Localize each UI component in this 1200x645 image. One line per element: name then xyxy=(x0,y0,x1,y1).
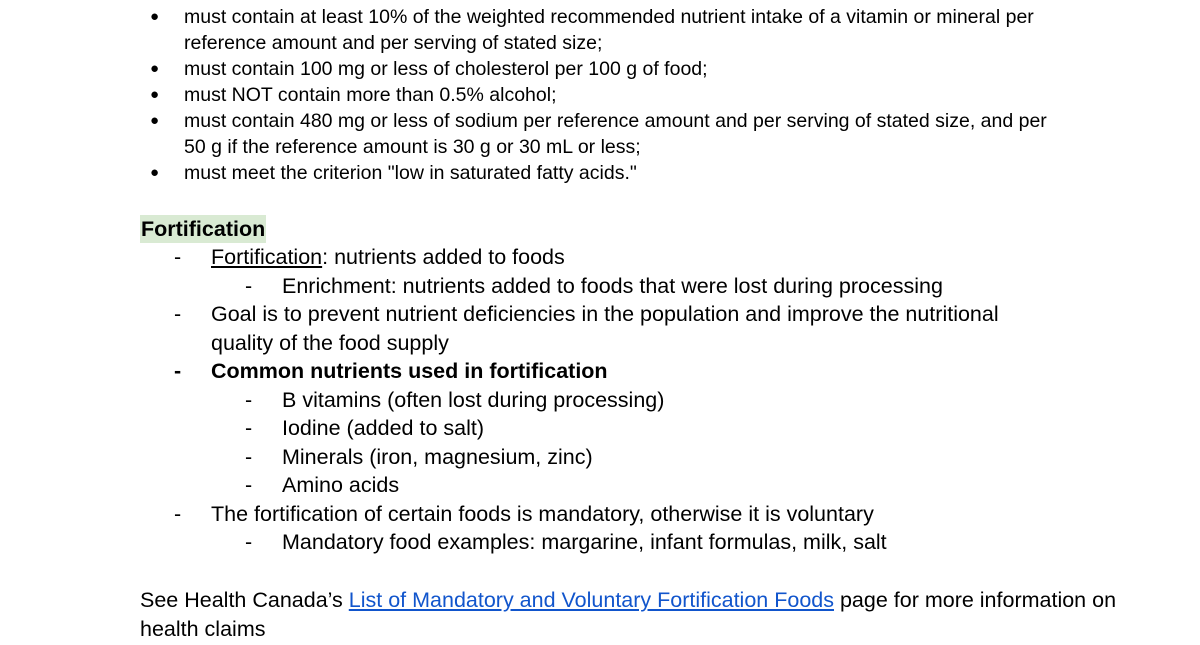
bullet-marker: ● xyxy=(150,60,160,77)
fortification-foods-link[interactable]: List of Mandatory and Voluntary Fortification Foods xyxy=(348,588,834,612)
definition-term: Fortification xyxy=(211,245,323,269)
list-item-mandatory-examples xyxy=(0,528,1082,557)
list-item-text: Iodine (added to salt) xyxy=(282,416,484,440)
list-item-text: must contain at least 10% of the weighted recommended nutrient intake of a vitamin or mineral per reference amount and per serving of stated size; xyxy=(184,6,1034,54)
dash-marker: - xyxy=(245,416,253,440)
list-item-goal xyxy=(0,300,1011,357)
list-item-mandatory-note xyxy=(0,500,1011,529)
list-item-text: Enrichment: nutrients added to foods that were lost during processing xyxy=(282,273,943,298)
list-item xyxy=(0,160,1064,186)
bullet-marker: ● xyxy=(150,164,160,181)
list-item-text: must meet the criterion "low in saturated fatty acids." xyxy=(184,162,637,184)
criteria-bullet-list xyxy=(0,4,1200,186)
dash-marker: - xyxy=(174,359,182,383)
list-item-nutrient xyxy=(0,414,1082,443)
list-item-text: must contain 480 mg or less of sodium per reference amount and per serving of stated size, and per 50 g if the reference amount is 30 g or 30 mL or less; xyxy=(184,110,1047,158)
list-item-common-heading xyxy=(0,357,1011,386)
list-item xyxy=(0,108,1064,160)
list-item-nutrient xyxy=(0,386,1082,415)
list-item-definition xyxy=(0,243,1011,272)
dash-marker: - xyxy=(245,473,253,497)
list-item-nutrient xyxy=(0,443,1082,472)
dash-marker: - xyxy=(245,387,253,412)
dash-marker: - xyxy=(174,245,182,269)
bullet-marker: ● xyxy=(150,86,160,103)
definition-text: : nutrients added to foods xyxy=(322,245,565,269)
dash-marker: - xyxy=(245,273,253,298)
list-item-text: must NOT contain more than 0.5% alcohol; xyxy=(184,84,557,106)
list-item-text: Minerals (iron, magnesium, zinc) xyxy=(282,444,593,469)
footer-prefix-text: See Health Canada’s xyxy=(140,588,349,612)
fortification-list xyxy=(0,243,1200,557)
list-item xyxy=(0,82,1064,108)
section-heading-fortification: Fortification xyxy=(141,217,266,241)
list-item-text: The fortification of certain foods is mandatory, otherwise it is voluntary xyxy=(211,501,874,526)
list-item-text: must contain 100 mg or less of cholesterol per 100 g of food; xyxy=(184,58,708,80)
list-item xyxy=(0,4,1064,56)
dash-marker: - xyxy=(174,501,182,526)
list-item-text: Common nutrients used in fortification xyxy=(211,359,608,383)
list-item xyxy=(0,56,1064,82)
dash-marker: - xyxy=(174,302,182,326)
list-item-text: B vitamins (often lost during processing) xyxy=(282,387,665,412)
list-item-text: Amino acids xyxy=(282,473,400,497)
list-item-text: Goal is to prevent nutrient deficiencies in the population and improve the nutritional quality of the food supply xyxy=(211,302,999,355)
list-item-text: Mandatory food examples: margarine, infant formulas, milk, salt xyxy=(282,530,887,554)
footer-paragraph xyxy=(140,586,1140,644)
list-item-nutrient xyxy=(0,471,1082,500)
bullet-marker: ● xyxy=(150,112,160,129)
dash-marker: - xyxy=(245,530,253,554)
list-item-enrichment xyxy=(0,272,1082,301)
footer-suffix-text: page for more information on health claims xyxy=(140,588,1117,641)
dash-marker: - xyxy=(245,444,253,469)
bullet-marker: ● xyxy=(150,8,160,25)
